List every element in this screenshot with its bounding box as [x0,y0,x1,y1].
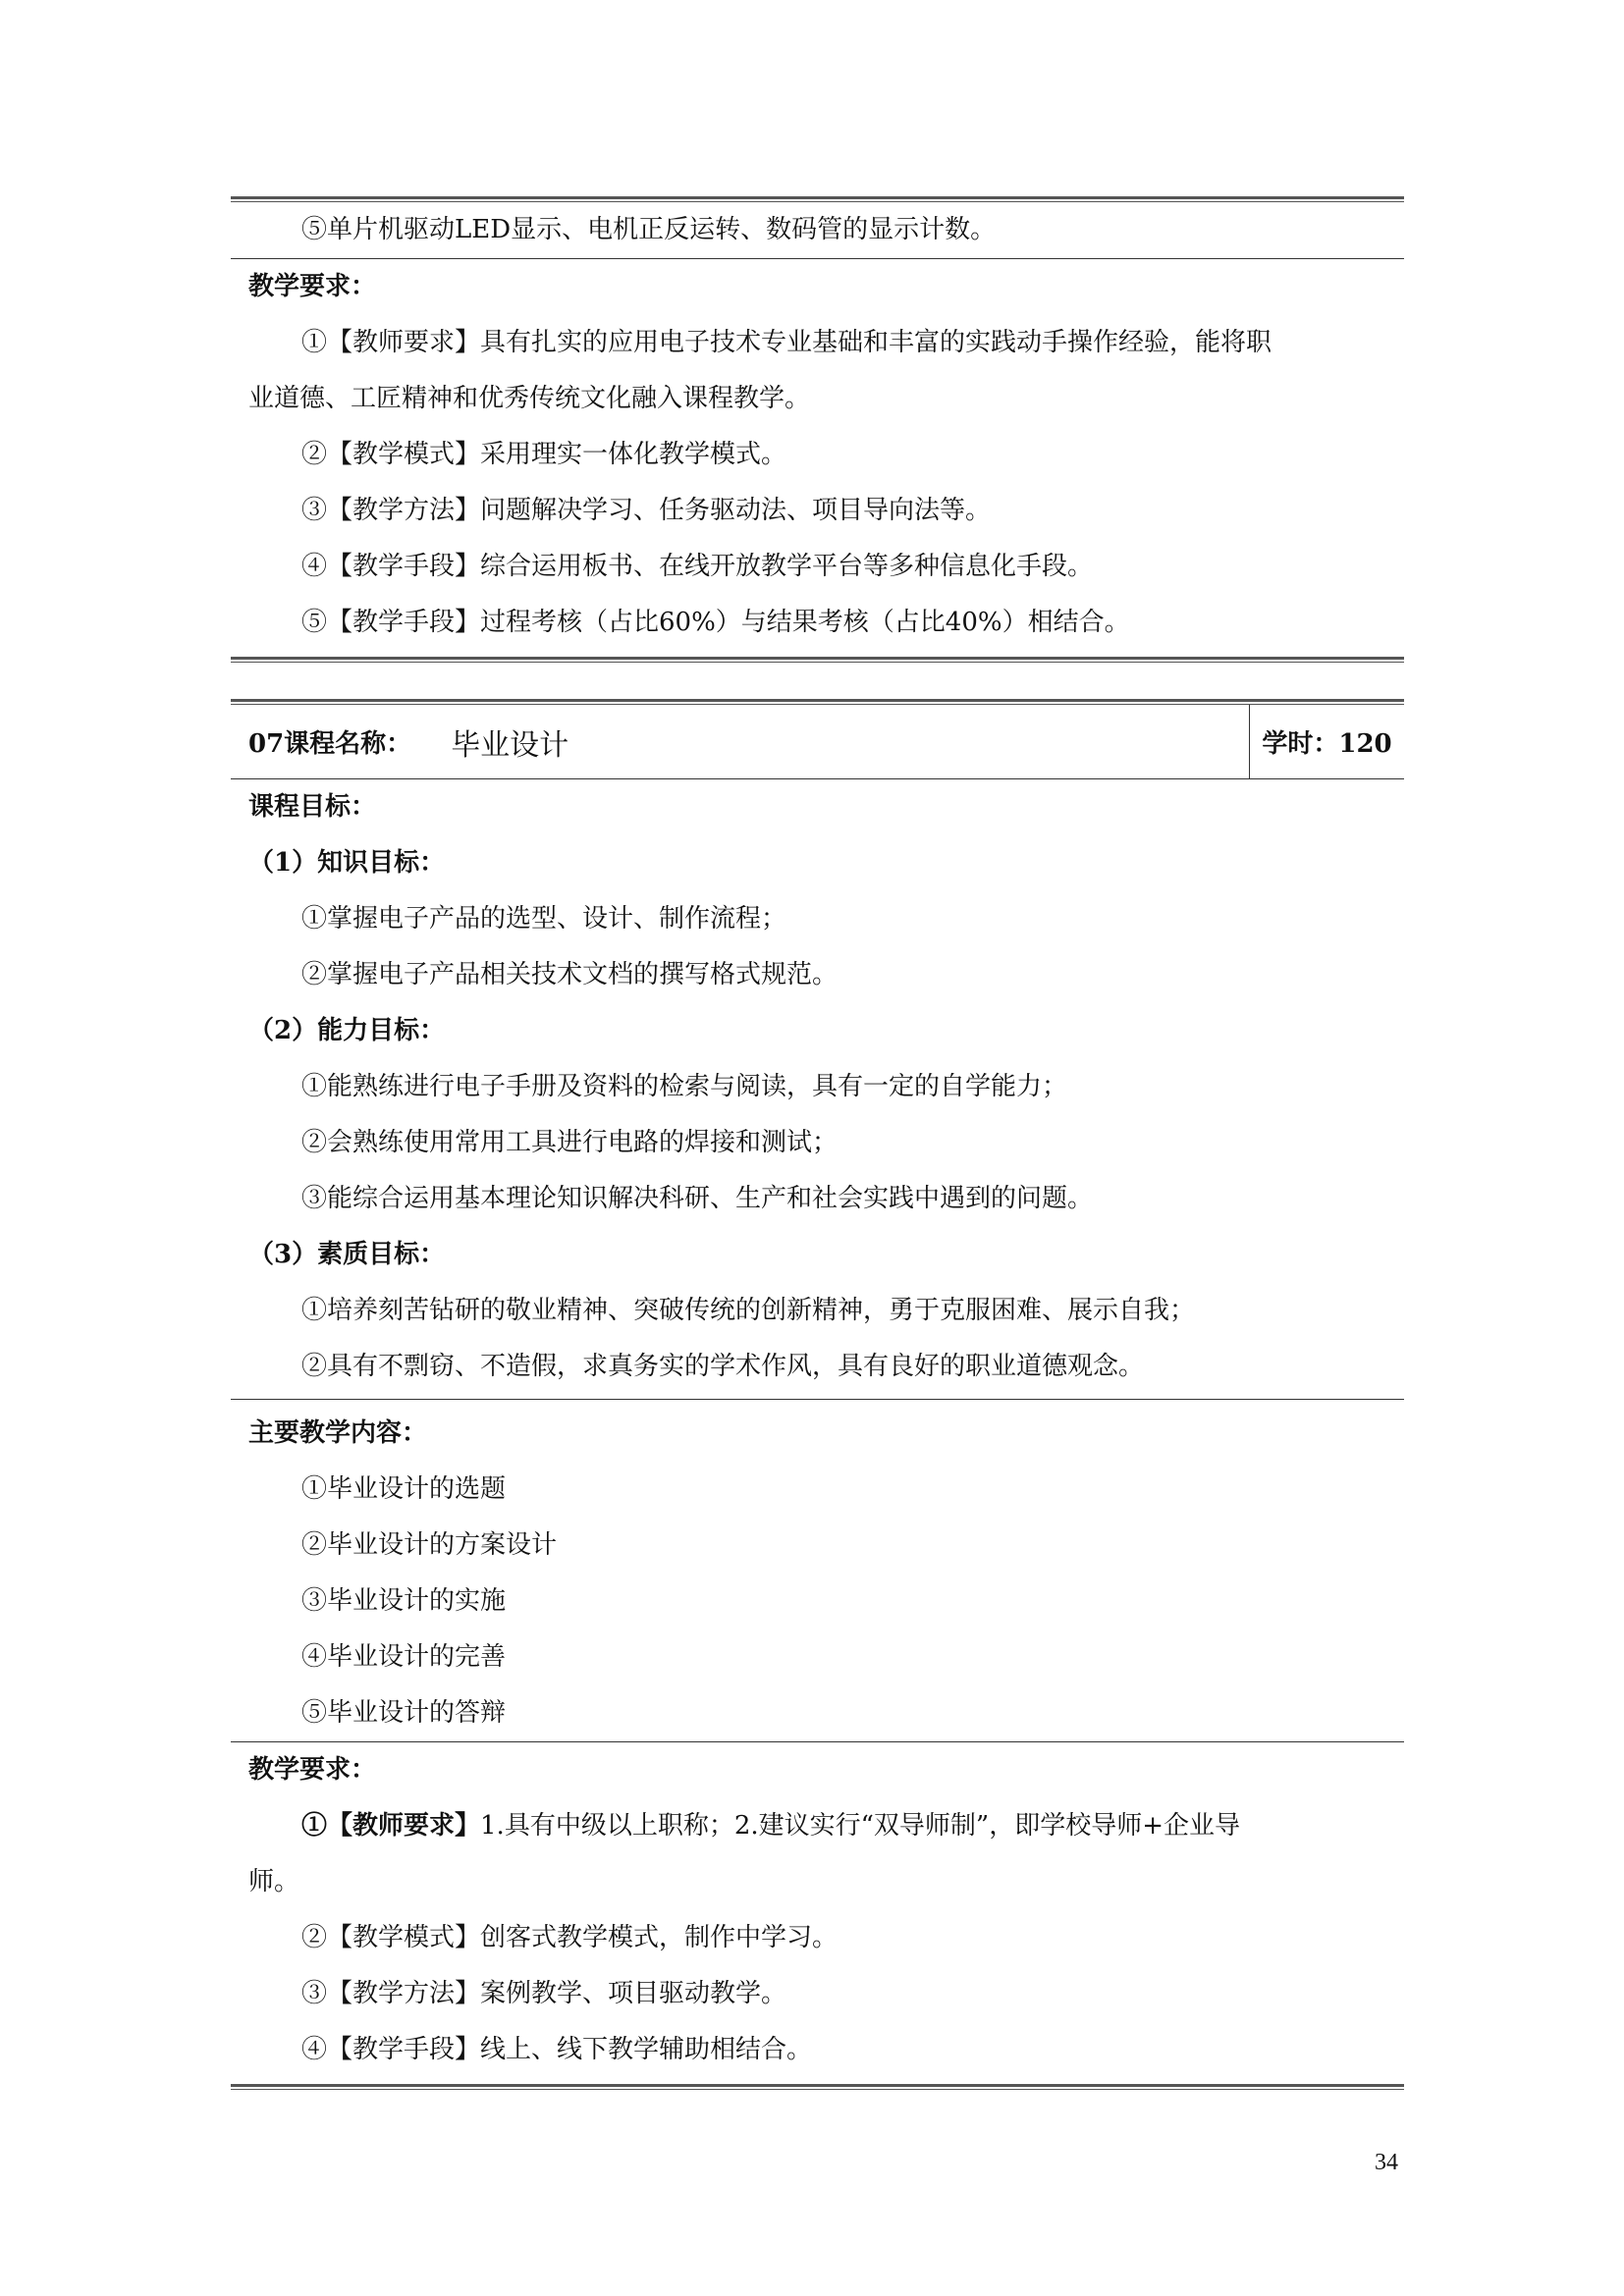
ability-item: ①能熟练进行电子手册及资料的检索与阅读，具有一定的自学能力； [301,1072,1068,1101]
top-item-5: ⑤单片机驱动LED显示、电机正反运转、数码管的显示计数。 [301,215,997,244]
bottom-rule [231,657,1404,663]
req-2: ②【教学模式】创客式教学模式，制作中学习。 [301,1923,839,1952]
course-header [231,705,1404,778]
ability-item: ②会熟练使用常用工具进行电路的焊接和测试； [301,1128,839,1157]
req-2: ②【教学模式】采用理实一体化教学模式。 [301,440,787,469]
teaching-requirements-label: 教学要求： [248,272,377,301]
req-1-line-2: 师。 [248,1867,300,1896]
req-3: ③【教学方法】案例教学、项目驱动教学。 [301,1979,787,2008]
req-4: ④【教学手段】线上、线下教学辅助相结合。 [301,2035,813,2064]
course-name-cell [231,705,1249,778]
content-item: ③毕业设计的实施 [301,1586,507,1616]
ability-item: ③能综合运用基本理论知识解决科研、生产和社会实践中遇到的问题。 [301,1184,1094,1213]
req-1-line-1 [231,1798,1404,1854]
course-hours: 学时：120 [1249,705,1404,778]
req-3: ③【教学方法】问题解决学习、任务驱动法、项目导向法等。 [301,496,992,525]
content-item: ⑤毕业设计的答辩 [301,1698,507,1728]
content-item: ④毕业设计的完善 [301,1642,507,1672]
req-1-line-1: ①【教师要求】具有扎实的应用电子技术专业基础和丰富的实践动手操作经验，能将职 [301,328,1272,357]
content-label: 主要教学内容： [248,1418,428,1448]
course-section [231,699,1404,2090]
course-name: 毕业设计 [451,727,569,763]
req-4: ④【教学手段】综合运用板书、在线开放教学平台等多种信息化手段。 [301,552,1094,581]
ability-label: （2）能力目标： [248,1016,446,1045]
req-1-line-2: 业道德、工匠精神和优秀传统文化融入课程教学。 [248,384,811,413]
knowledge-item: ①掌握电子产品的选型、设计、制作流程； [301,904,787,934]
quality-item: ①培养刻苦钻研的敬业精神、突破传统的创新精神，勇于克服困难、展示自我； [301,1296,1196,1325]
quality-label: （3）素质目标： [248,1240,446,1269]
content-item: ①毕业设计的选题 [301,1474,507,1504]
knowledge-item: ②掌握电子产品相关技术文档的撰写格式规范。 [301,960,839,989]
quality-item: ②具有不剽窃、不造假，求真务实的学术作风，具有良好的职业道德观念。 [301,1352,1145,1381]
knowledge-label: （1）知识目标： [248,848,446,878]
content-item: ②毕业设计的方案设计 [301,1530,558,1560]
teaching-requirements-label: 教学要求： [248,1755,377,1785]
goals-label: 课程目标： [248,792,377,822]
divider [231,1399,1404,1400]
course-name-label: 07课程名称： [248,729,412,759]
req-1-heading: ①【教师要求】 [301,1811,481,1841]
req-5: ⑤【教学手段】过程考核（占比60%）与结果考核（占比40%）相结合。 [301,608,1130,637]
req-1-text: 1.具有中级以上职称；2.建议实行“双导师制”，即学校导师+企业导 [480,1811,1240,1841]
top-section [231,196,1404,663]
page-number: 34 [1375,2150,1398,2175]
course-bottom-rule [231,2084,1404,2090]
